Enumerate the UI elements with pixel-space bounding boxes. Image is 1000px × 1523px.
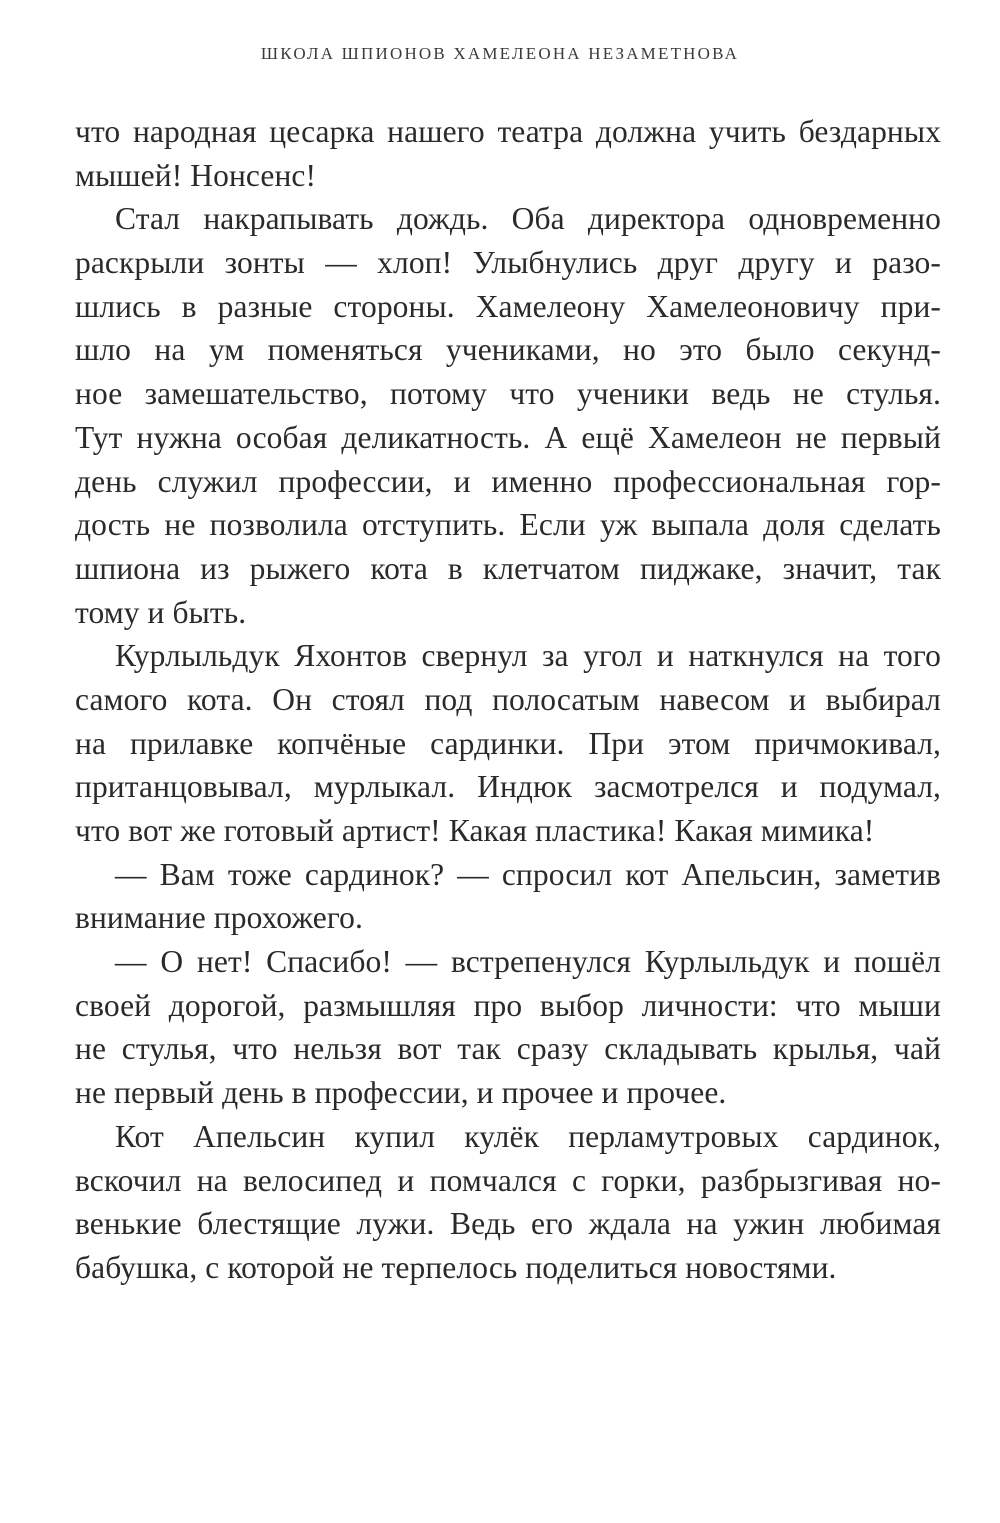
text-line: раскрыли зонты — хлоп! Улыбнулись друг другу и разо-	[75, 245, 941, 281]
text-line: что народная цесарка нашего театра должна учить бездарных	[75, 114, 941, 149]
text-line: своей дорогой, размышляя про выбор личности: что мыши	[75, 987, 941, 1023]
text-line: пританцовывал, мурлыкал. Индюк засмотрелся и подумал,	[75, 769, 941, 805]
text-line: шлись в разные стороны. Хамелеону Хамелеоновичу при-	[75, 288, 941, 324]
text-line: Курлыльдук Яхонтов свернул за угол и наткнулся на того	[115, 638, 941, 674]
text-line: внимание прохожего.	[75, 900, 363, 936]
text-line: ное замешательство, потому что ученики ведь не стулья.	[75, 376, 941, 412]
text-line: на прилавке копчёные сардинки. При этом причмокивал,	[75, 725, 941, 761]
text-line: шло на ум поменяться учениками, но это было секунд-	[75, 332, 941, 368]
text-line: бабушка, с которой не терпелось поделиться новостями.	[75, 1249, 837, 1285]
text-line: тому и быть.	[75, 594, 247, 630]
text-line: венькие блестящие лужи. Ведь его ждала на ужин любимая	[75, 1206, 941, 1242]
text-line: Стал накрапывать дождь. Оба директора одновременно	[115, 201, 941, 237]
text-line: шпиона из рыжего кота в клетчатом пиджаке, значит, так	[75, 550, 941, 586]
text-line: Кот Апельсин купил кулёк перламутровых сардинок,	[115, 1118, 941, 1154]
text-line: вскочил на велосипед и помчался с горки, разбрызгивая но-	[75, 1162, 941, 1198]
text-line: день служил профессии, и именно профессиональная гор-	[75, 463, 941, 499]
body-text	[75, 110, 941, 1290]
text-line: Тут нужна особая деликатность. А ещё Хамелеон не первый	[75, 419, 941, 455]
text-line: самого кота. Он стоял под полосатым навесом и выбирал	[75, 681, 941, 717]
text-line: — Вам тоже сардинок? — спросил кот Апельсин, заметив	[115, 856, 941, 892]
text-line: мышей! Нонсенс!	[75, 157, 317, 193]
text-line: — О нет! Спасибо! — встрепенулся Курлыльдук и пошёл	[115, 944, 941, 980]
text-line: что вот же готовый артист! Какая пластика! Какая мимика!	[75, 813, 875, 848]
text-line: не первый день в профессии, и прочее и прочее.	[75, 1075, 727, 1111]
text-line: дость не позволила отступить. Если уж выпала доля сделать	[75, 507, 941, 543]
running-header: ШКОЛА ШПИОНОВ ХАМЕЛЕОНА НЕЗАМЕТНОВА	[260, 44, 740, 63]
text-line: не стулья, что нельзя вот так сразу складывать крылья, чай	[75, 1031, 941, 1067]
